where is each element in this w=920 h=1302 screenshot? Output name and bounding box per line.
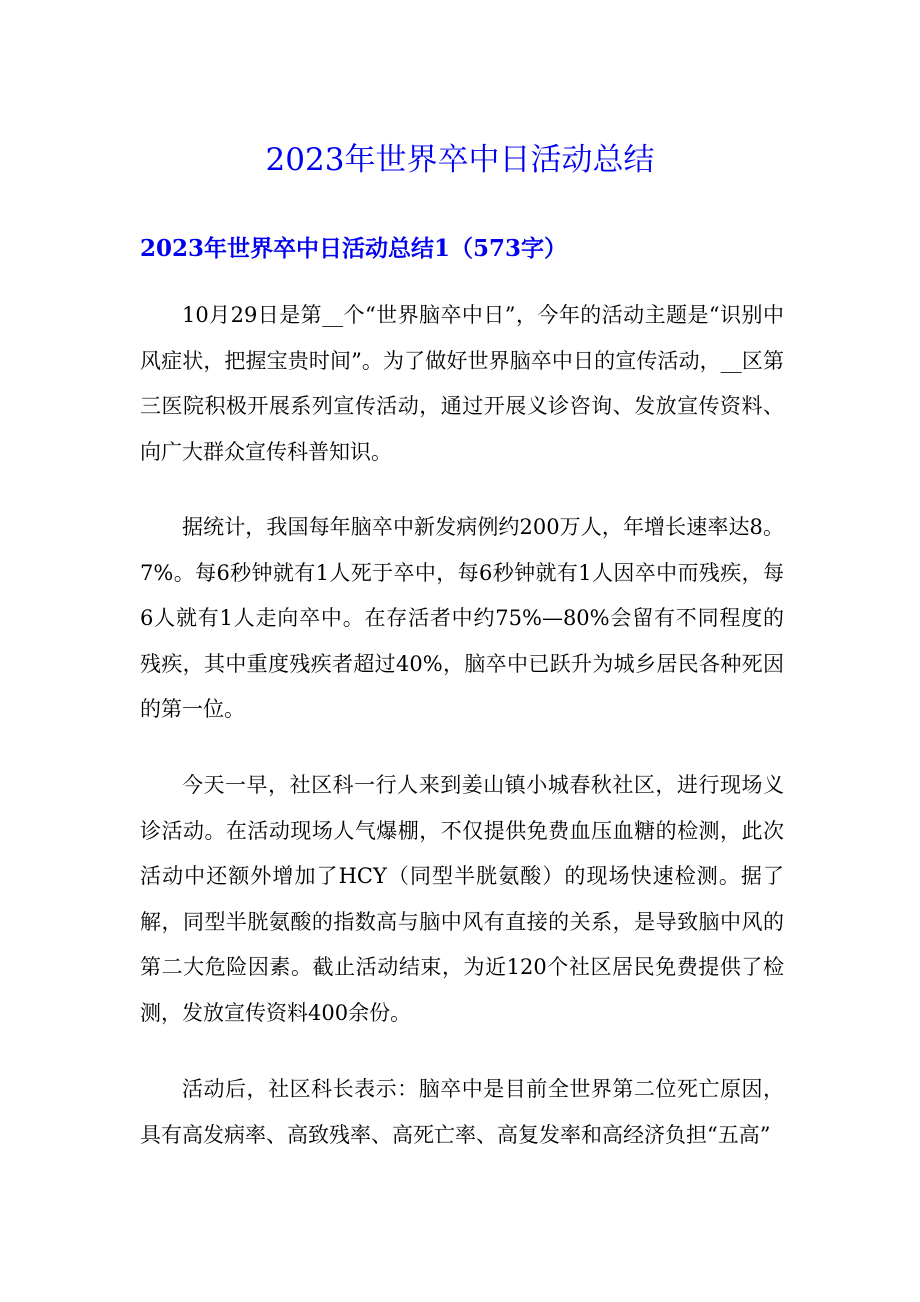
paragraph-4: 活动后，社区科长表示：脑卒中是目前全世界第二位死亡原因，具有高发病率、高致残率、高死亡率、高复发率和高经济负担“五高” (140, 1077, 784, 1147)
document-title: 2023年世界卒中日活动总结 (265, 142, 655, 178)
paragraph-2: 据统计，我国每年脑卒中新发病例约200万人，年增长速率达8。7%。每6秒钟就有1人死于卒中，每6秒钟就有1人因卒中而残疾，每6人就有1人走向卒中。在存活者中约75%—80%会留有不同程度的残疾，其中重度残疾者超过40%，脑卒中已跃升为城乡居民各种死因的第一位。 (140, 515, 784, 721)
section-heading: 2023年世界卒中日活动总结1（573字） (140, 235, 568, 262)
paragraph-1: 10月29日是第__个“世界脑卒中日”，今年的活动主题是“识别中风症状，把握宝贵时间”。为了做好世界脑卒中日的宣传活动，__区第三医院积极开展系列宣传活动，通过开展义诊咨询、发放宣传资料、向广大群众宣传科普知识。 (140, 303, 784, 464)
paragraph-3: 今天一早，社区科一行人来到姜山镇小城春秋社区，进行现场义诊活动。在活动现场人气爆棚，不仅提供免费血压血糖的检测，此次活动中还额外增加了HCY（同型半胱氨酸）的现场快速检测。据了解，同型半胱氨酸的指数高与脑中风有直接的关系，是导致脑中风的第二大危险因素。截止活动结束，为近120个社区居民免费提供了检测，发放宣传资料400余份。 (140, 773, 784, 1025)
